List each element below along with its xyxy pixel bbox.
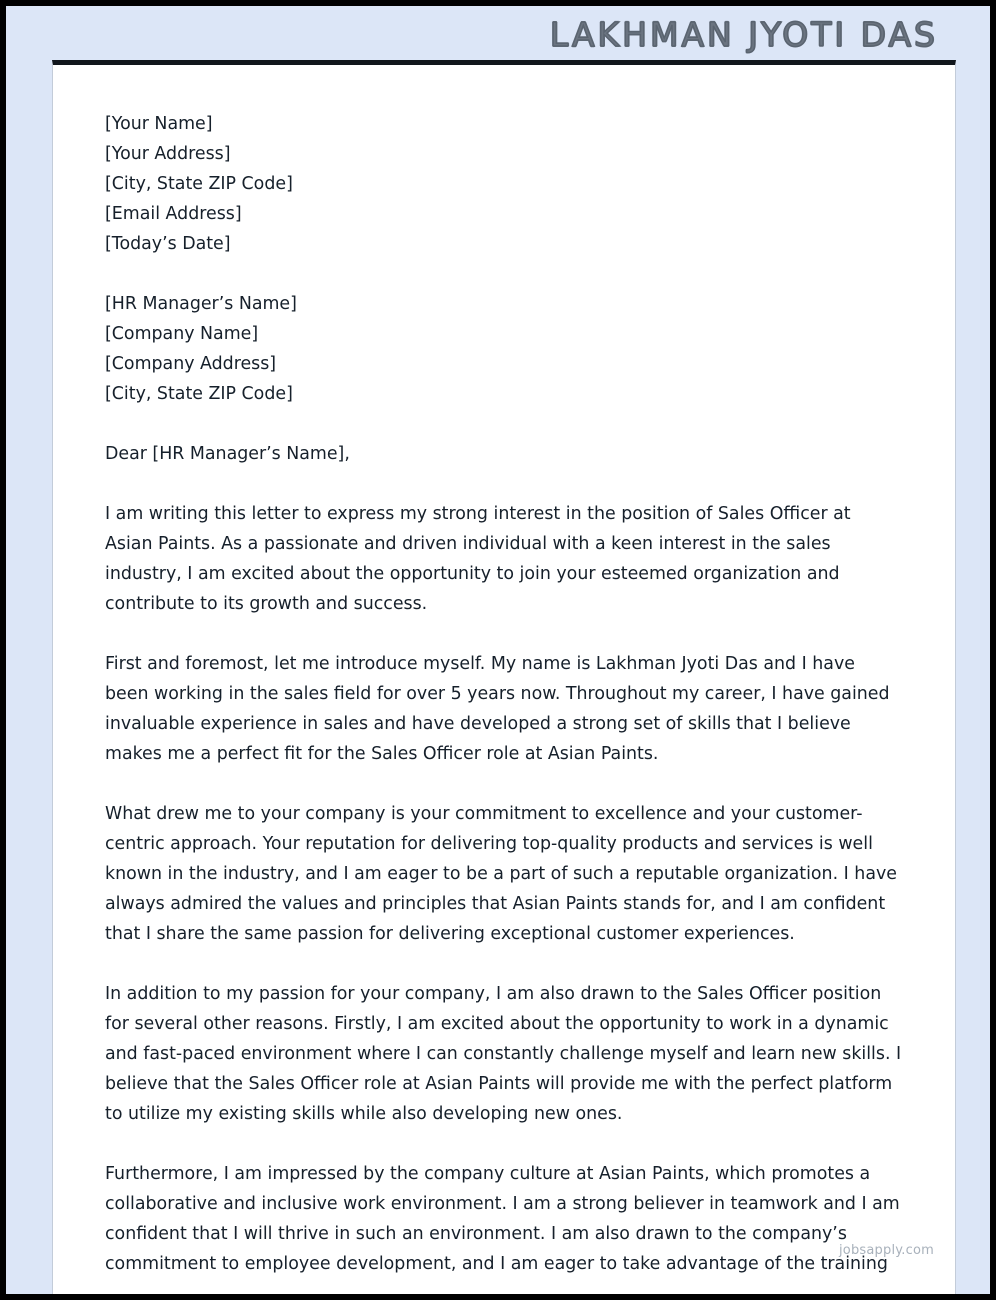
watermark: jobsapply.com	[838, 1243, 934, 1258]
document-header	[12, 12, 984, 56]
letter-paragraph: I am writing this letter to express my strong interest in the position of Sales Officer at Asian Paints. As a passionate and driven individual with a keen interest in the sales industry, I am excited about the opportunity to join your esteemed organization and contribute to its growth and success.	[105, 504, 851, 614]
recipient-line: [Company Name]	[105, 324, 259, 344]
recipient-line: [HR Manager’s Name]	[105, 294, 297, 314]
recipient-line: [City, State ZIP Code]	[105, 384, 293, 404]
letter-sheet	[52, 60, 956, 1300]
sender-line: [City, State ZIP Code]	[105, 174, 293, 194]
letter-paragraph: What drew me to your company is your commitment to excellence and your customer-centric approach. Your reputation for delivering top-quality products and services is well known in the industry, and I am eager to be a part of such a reputable organization. I have always admired the values and principles that Asian Paints stands for, and I am confident that I share the same passion for delivering exceptional customer experiences.	[105, 804, 897, 944]
sender-line: [Today’s Date]	[105, 234, 231, 254]
recipient-line: [Company Address]	[105, 354, 277, 374]
letter-body	[53, 65, 955, 1279]
sender-line: [Email Address]	[105, 204, 242, 224]
recipient-address-block	[105, 289, 903, 409]
sender-line: [Your Name]	[105, 114, 213, 134]
letter-paragraph: Furthermore, I am impressed by the company culture at Asian Paints, which promotes a collaborative and inclusive work environment. I am a strong believer in teamwork and I am confident that I will thrive in such an environment. I am also drawn to the company’s commitment to employee development, and I am eager to take advantage of the training	[105, 1164, 900, 1274]
sender-address-block	[105, 109, 903, 259]
page-title: LAKHMAN JYOTI DAS	[549, 14, 938, 54]
salutation: Dear [HR Manager’s Name],	[105, 444, 350, 464]
letter-paragraph: In addition to my passion for your company, I am also drawn to the Sales Officer position for several other reasons. Firstly, I am excited about the opportunity to work in a dynamic and fast-paced environment where I can constantly challenge myself and learn new skills. I believe that the Sales Officer role at Asian Paints will provide me with the perfect platform to utilize my existing skills while also developing new ones.	[105, 984, 902, 1124]
sender-line: [Your Address]	[105, 144, 231, 164]
letter-paragraph: First and foremost, let me introduce myself. My name is Lakhman Jyoti Das and I have been working in the sales field for over 5 years now. Throughout my career, I have gained invaluable experience in sales and have developed a strong set of skills that I believe makes me a perfect fit for the Sales Officer role at Asian Paints.	[105, 654, 890, 764]
